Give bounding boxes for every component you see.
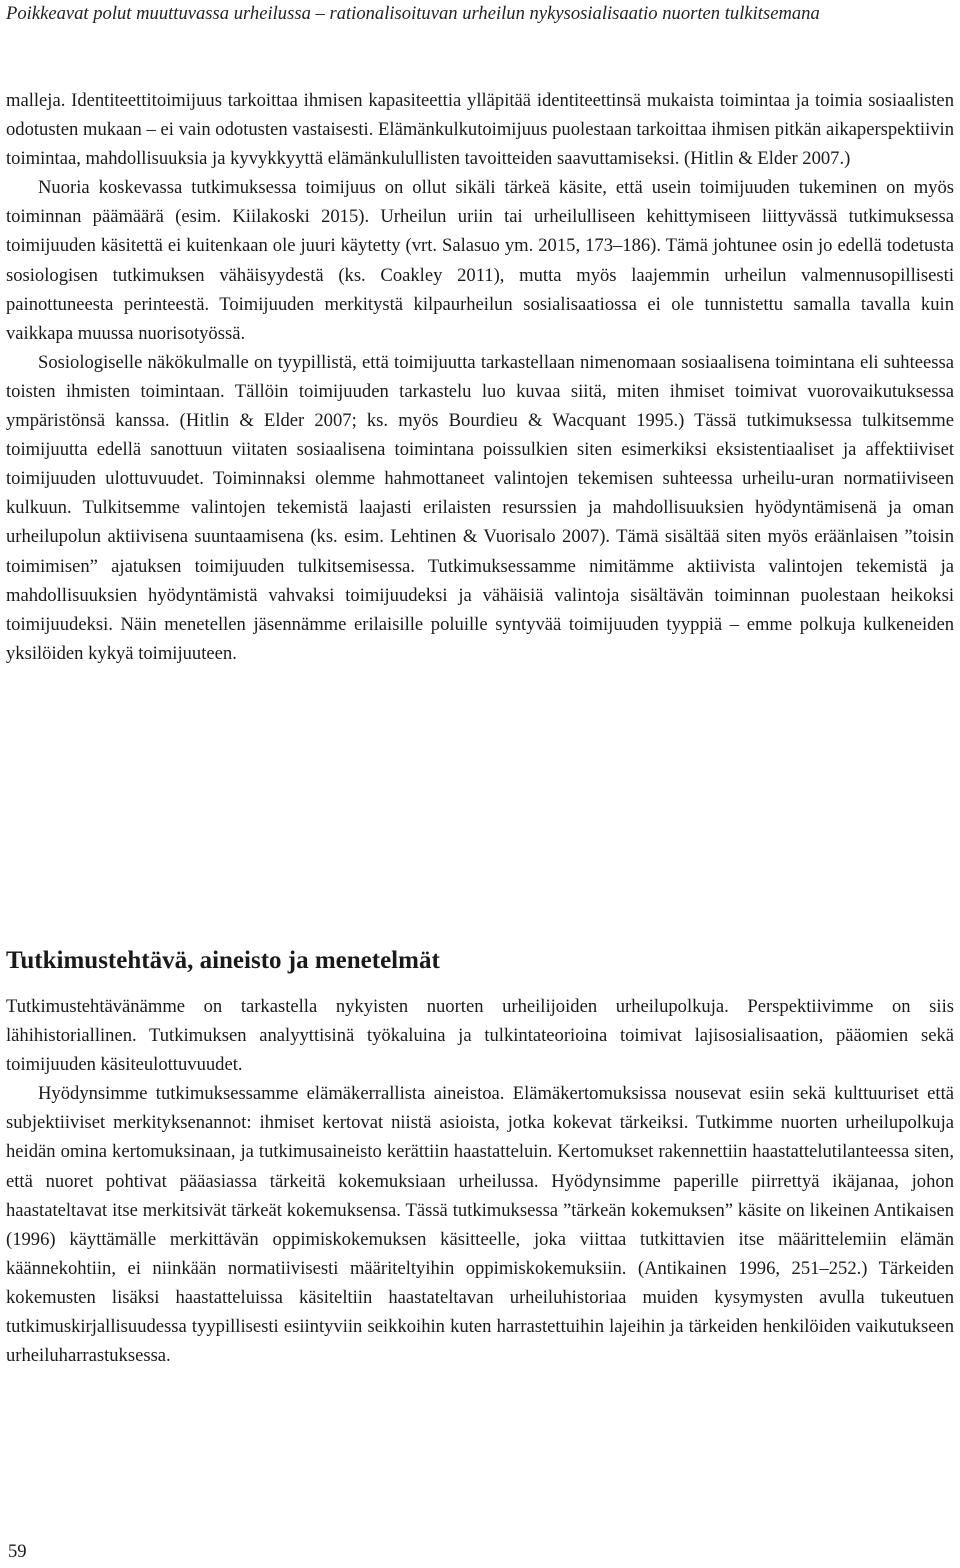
paragraph: Hyödynsimme tutkimuksessamme elämäkerrallista aineistoa. Elämäkertomuksissa nousevat esiin sekä kulttuuriset että subjektiiviset merkityksenannot: ihmiset kertovat niistä asioista, jotka kokevat tärkeiksi. Tutkimme nuorten urheilupolkuja heidän omina kertomuksinaan, ja tutkimusaineisto kerättiin haastatteluin. Kertomukset rakennettiin haastattelutilanteessa siten, että nuoret pohtivat pääasiassa tärkeitä kokemuksiaan urheilussa. Hyödynsimme paperille piirrettyä ikäjanaa, johon haastateltavat itse merkitsivät tärkeät kokemuksensa. Tässä tutkimuksessa ”tärkeän kokemuksen” käsite on likeinen Antikaisen (1996) käyttämälle merkittävän oppimiskokemuksen käsitteelle, joka viittaa tutkittavien itse määrittelemiin elämän käännekohtiin, ei niinkään normatiivisesti määriteltyihin oppimiskokemuksiin. (Antikainen 1996, 251–252.) Tärkeiden kokemusten lisäksi haastatteluissa käsiteltiin haastateltavan urheiluhistoriaa muiden kysymysten avulla tukeutuen tutkimuskirjallisuudessa tyypillisesti esiintyviin seikkoihin kuten harrastettuihin lajeihin ja tärkeiden henkilöiden vaikutukseen urheiluharrastuksessa. [6,1083,954,1367]
paragraph: Sosiologiselle näkökulmalle on tyypillistä, että toimijuutta tarkastellaan nimenomaan sosiaalisena toimintana eli suhteessa toisten ihmisten toimintaan. Tällöin toimijuuden tarkastelu luo kuvaa siitä, miten ihmiset toimivat vuorovaikutuksessa ympäristönsä kanssa. (Hitlin & Elder 2007; ks. myös Bourdieu & Wacquant 1995.) Tässä tutkimuksessa tulkitsemme toimijuutta edellä sanottuun viitaten sosiaalisena toimintana poissulkien siten esimerkiksi eksistentiaaliset ja affektiiviset toimijuuden ulottuvuudet. Toiminnaksi olemme hahmottaneet valintojen tekemisen suhteessa urheilu-uran normatiiviseen kulkuun. Tulkitsemme valintojen tekemistä laajasti erilaisten resurssien ja mahdollisuuksien hyödyntämisenä ja oman urheilupolun aktiivisena suuntaamisena (ks. esim. Lehtinen & Vuorisalo 2007). Tämä sisältää siten myös eräänlaisen ”toisin toimimisen” ajatuksen toimijuuden tulkitsemisessa. Tutkimuksessamme nimitämme aktiivista valintojen tekemistä ja mahdollisuuksien hyödyntämistä vahvaksi toimijuudeksi ja vähäisiä valintoja sisältävän toiminnan puolestaan heikoksi toimijuudeksi. Näin menetellen jäsennämme erilaisille poluille syntyvää toimijuuden tyyppiä – emme polkuja kulkeneiden yksilöiden kykyä toimijuuteen. [6,351,954,664]
running-header: Poikkeavat polut muuttuvassa urheilussa – rationalisoituvan urheilun nykysosialisaatio nuorten tulkitsemana [6,3,820,24]
body-text-bottom [6,992,954,1370]
paragraph: malleja. Identiteettitoimijuus tarkoittaa ihmisen kapasiteettia ylläpitää identiteettinsä mukaista toimintaa ja toimia sosiaalisten odotusten mukaan – ei vain odotusten vastaisesti. Elämänkulkutoimijuus puolestaan tarkoittaa ihmisen pitkän aikaperspektiivin toimintaa, mahdollisuuksia ja kyvykkyyttä elämänkulullisten tavoitteiden saavuttamiseksi. (Hitlin & Elder 2007.) [6,90,954,170]
body-text-top [6,86,954,668]
paragraph: Tutkimustehtävänämme on tarkastella nykyisten nuorten urheilijoiden urheilupolkuja. Perspektiivimme on siis lähihistoriallinen. Tutkimuksen analyyttisinä työkaluina ja tulkintateorioina toimivat lajisosialisaation, pääomien sekä toimijuuden käsiteulottuvuudet. [6,996,954,1076]
section-heading: Tutkimustehtävä, aineisto ja menetelmät [6,947,440,974]
paragraph: Nuoria koskevassa tutkimuksessa toimijuus on ollut sikäli tärkeä käsite, että usein toimijuuden tukeminen on myös toiminnan päämäärä (esim. Kiilakoski 2015). Urheilun uriin tai urheilulliseen kehittymiseen liittyvässä tutkimuksessa toimijuuden käsitettä ei kuitenkaan ole juuri käytetty (vrt. Salasuo ym. 2015, 173–186). Tämä johtunee osin jo edellä todetusta sosiologisen tutkimuksen vähäisyydestä (ks. Coakley 2011), mutta myös laajemmin urheilun valmennusopillisesti painottuneesta perinteestä. Toimijuuden merkitystä kilpaurheilun sosialisaatiossa ei ole tunnistettu samalla tavalla kuin vaikkapa muussa nuorisotyössä. [6,177,954,344]
page-number: 59 [8,1541,27,1562]
